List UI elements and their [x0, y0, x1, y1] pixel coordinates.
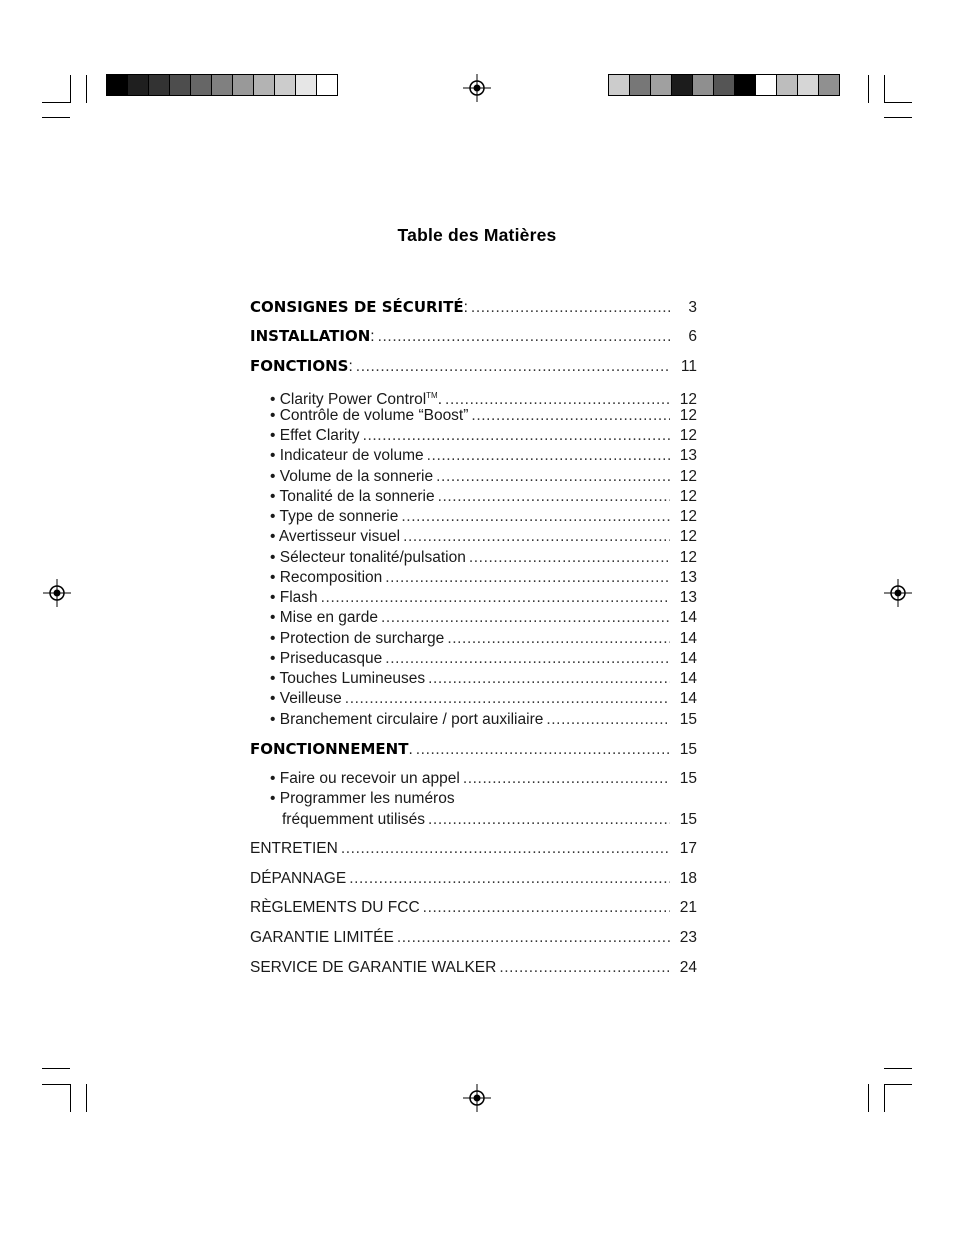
toc-subentry[interactable]: [250, 607, 697, 629]
grayscale-color-bar-right: [608, 74, 840, 96]
toc-entry-entretien[interactable]: [250, 838, 697, 860]
toc-subentry[interactable]: [250, 628, 697, 650]
dot-leader: [341, 838, 670, 860]
toc-subentry-label: • Type de sonnerie: [270, 508, 399, 525]
toc-page-number: 13: [679, 569, 697, 586]
toc-subentry-label: • Priseducasque: [270, 650, 383, 667]
color-swatch: [651, 75, 672, 95]
toc-page-number: 14: [679, 609, 697, 626]
toc-subentry[interactable]: [250, 405, 697, 427]
toc-page-number: 13: [679, 447, 697, 464]
toc-subentry[interactable]: [250, 587, 697, 609]
dot-leader: [436, 466, 670, 488]
toc-page-number: 12: [679, 508, 697, 525]
toc-entry-separator: .: [437, 391, 443, 408]
dot-leader: [349, 868, 670, 890]
dot-leader: [471, 405, 670, 427]
toc-entry-service[interactable]: [250, 957, 697, 979]
toc-page-number: 18: [679, 870, 697, 887]
toc-subentry[interactable]: [250, 547, 697, 569]
toc-subentry-label: • Branchement circulaire / port auxiliaire: [270, 711, 544, 728]
toc-entry-consignes[interactable]: [250, 296, 697, 318]
toc-subentry-label: • Contrôle de volume “Boost”: [270, 407, 469, 424]
toc-subentry-label: • Tonalité de la sonnerie: [270, 488, 435, 505]
color-swatch: [149, 75, 170, 95]
dot-leader: [438, 486, 670, 508]
toc-page-number: 15: [679, 741, 697, 758]
dot-leader: [397, 927, 670, 949]
toc-subentry[interactable]: [250, 709, 697, 731]
color-swatch: [735, 75, 756, 95]
toc-subentry[interactable]: [250, 425, 697, 447]
toc-subentry[interactable]: [250, 486, 697, 508]
toc-page-number: 15: [679, 811, 697, 828]
dot-leader: [427, 445, 670, 467]
toc-subentry-label: • Sélecteur tonalité/pulsation: [270, 549, 466, 566]
registration-mark-icon: [463, 74, 491, 102]
toc-entry-label: INSTALLATION: [250, 327, 371, 345]
toc-subentry-label: • Flash: [270, 589, 318, 606]
toc-subentry-label: • Faire ou recevoir un appel: [270, 770, 460, 787]
toc-page-number: 15: [679, 770, 697, 787]
toc-entry-garantie[interactable]: [250, 927, 697, 949]
toc-page-number: 14: [679, 650, 697, 667]
toc-entry-separator: :: [370, 328, 375, 345]
dot-leader: [385, 567, 670, 589]
color-swatch: [609, 75, 630, 95]
color-swatch: [672, 75, 693, 95]
toc-entry-label: GARANTIE LIMITÉE: [250, 929, 394, 946]
dot-leader: [363, 425, 670, 447]
trademark-sup: TM: [426, 391, 438, 400]
dot-leader: [401, 506, 670, 528]
toc-entry-installation[interactable]: [250, 325, 697, 347]
dot-leader: [471, 297, 670, 319]
toc-page-number: 14: [679, 690, 697, 707]
toc-page-number: 15: [679, 711, 697, 728]
toc-page-number: 21: [679, 899, 697, 916]
toc-page-number: 13: [679, 589, 697, 606]
toc-subentry[interactable]: [250, 385, 697, 407]
dot-leader: [381, 607, 670, 629]
toc-subentry[interactable]: [250, 567, 697, 589]
toc-subentry-label: • Avertisseur visuel: [270, 528, 401, 545]
page-title: Table des Matières: [397, 225, 557, 245]
toc-subentry[interactable]: [250, 648, 697, 670]
toc-page-number: 12: [679, 528, 697, 545]
toc-entry-label: ENTRETIEN: [250, 840, 338, 857]
color-swatch: [714, 75, 735, 95]
toc-entry-separator: .: [408, 741, 413, 758]
dot-leader: [463, 768, 670, 790]
registration-mark-icon: [43, 579, 71, 607]
toc-entry-label: FONCTIONNEMENT: [250, 740, 409, 758]
color-swatch: [756, 75, 777, 95]
toc-subentry[interactable]: [250, 809, 697, 831]
toc-entry-label: FONCTIONS: [250, 357, 349, 375]
dot-leader: [403, 526, 670, 548]
toc-entry-reglements[interactable]: [250, 897, 697, 919]
color-swatch: [798, 75, 819, 95]
toc-subentry-label: • Clarity Power Control™: [270, 391, 438, 408]
dot-leader: [423, 897, 670, 919]
toc-entry-label: DÉPANNAGE: [250, 870, 347, 887]
toc-page-number: 12: [679, 427, 697, 444]
dot-leader: [378, 326, 670, 348]
toc-page-number: 14: [679, 670, 697, 687]
toc-subentry[interactable]: [250, 768, 697, 790]
toc-entry-fonctionnement[interactable]: [250, 738, 697, 760]
color-swatch: [170, 75, 191, 95]
toc-entry-label: CONSIGNES DE SÉCURITÉ: [250, 298, 464, 316]
color-swatch: [128, 75, 149, 95]
dot-leader: [345, 688, 670, 710]
toc-subentry[interactable]: [250, 445, 697, 467]
toc-entry-depannage[interactable]: [250, 868, 697, 890]
color-swatch: [693, 75, 714, 95]
toc-page-number: 12: [679, 549, 697, 566]
color-swatch: [275, 75, 296, 95]
toc-subentry-label: fréquemment utilisés: [282, 811, 426, 828]
toc-subentry[interactable]: [250, 688, 697, 710]
toc-page-number: 12: [679, 488, 697, 505]
toc-subentry-label: • Effet Clarity: [270, 427, 360, 444]
color-swatch: [191, 75, 212, 95]
dot-leader: [428, 809, 670, 831]
dot-leader: [356, 356, 670, 378]
color-swatch: [819, 75, 839, 95]
toc-subentry-label: • Programmer les numéros: [270, 790, 455, 807]
toc-subentry-label: • Indicateur de volume: [270, 447, 424, 464]
toc-subentry-label: • Touches Lumineuses: [270, 670, 426, 687]
registration-mark-icon: [884, 579, 912, 607]
dot-leader: [499, 957, 670, 979]
toc-entry-label: RÈGLEMENTS DU FCC: [250, 899, 420, 916]
toc-page-number: 23: [679, 929, 697, 946]
dot-leader: [546, 709, 670, 731]
toc-entry-label: SERVICE DE GARANTIE WALKER: [250, 959, 497, 976]
color-swatch: [296, 75, 317, 95]
toc-subentry-label: • Protection de surcharge: [270, 630, 445, 647]
dot-leader: [447, 628, 670, 650]
toc-page-number: 14: [679, 630, 697, 647]
dot-leader: [469, 547, 670, 569]
toc-entry-separator: :: [348, 358, 353, 375]
toc-subentry-label: • Veilleuse: [270, 690, 342, 707]
color-swatch: [107, 75, 128, 95]
toc-subentry-label: • Mise en garde: [270, 609, 378, 626]
toc-entry-separator: :: [463, 299, 468, 316]
toc-page-number: 6: [688, 328, 697, 345]
toc-subentry[interactable]: [250, 506, 697, 528]
toc-page-number: 3: [688, 299, 697, 316]
color-swatch: [254, 75, 275, 95]
toc-subentry[interactable]: [250, 466, 697, 488]
toc-page-number: 11: [680, 358, 697, 375]
color-swatch: [630, 75, 651, 95]
registration-mark-icon: [463, 1084, 491, 1112]
toc-page-number: 12: [679, 407, 697, 424]
toc-page-number: 17: [679, 840, 697, 857]
toc-subentry[interactable]: [250, 526, 697, 548]
toc-entry-fonctions[interactable]: [250, 355, 697, 377]
dot-leader: [385, 648, 670, 670]
grayscale-color-bar-left: [106, 74, 338, 96]
dot-leader: [321, 587, 670, 609]
dot-leader: [416, 739, 670, 761]
toc-page-number: 12: [679, 468, 697, 485]
color-swatch: [212, 75, 233, 95]
toc-subentry[interactable]: [250, 668, 697, 690]
toc-page-number: 24: [679, 959, 697, 976]
toc-subentry-label: • Recomposition: [270, 569, 383, 586]
color-swatch: [777, 75, 798, 95]
toc-subentry-label: • Volume de la sonnerie: [270, 468, 434, 485]
toc-page-number: 12: [679, 391, 697, 408]
color-swatch: [233, 75, 254, 95]
dot-leader: [428, 668, 670, 690]
color-swatch: [317, 75, 337, 95]
